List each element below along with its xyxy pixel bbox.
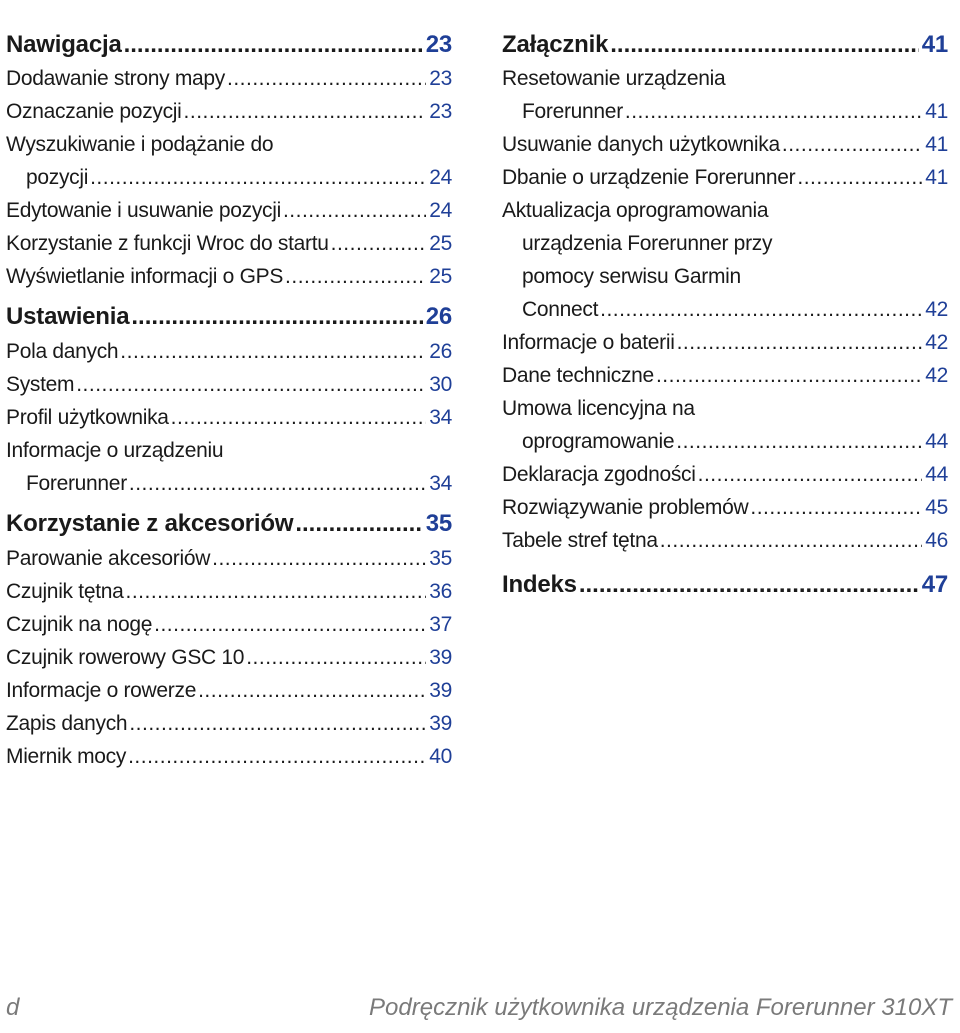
dot-leader: [331, 227, 427, 260]
entry-title: Umowa licencyjna na: [502, 397, 695, 420]
toc-right-column: [502, 28, 948, 603]
entry-first-line: [502, 392, 948, 425]
toc-entry[interactable]: [6, 434, 452, 500]
toc-entry[interactable]: [6, 608, 452, 641]
entry-continuation-line: [502, 227, 948, 260]
toc-entry[interactable]: [6, 641, 452, 674]
entry-title: Dodawanie strony mapy: [6, 67, 225, 90]
toc-entry[interactable]: [6, 575, 452, 608]
dot-leader: [124, 28, 423, 62]
entry-title: Czujnik tętna: [6, 580, 124, 603]
dot-leader: [656, 359, 922, 392]
dot-leader: [283, 194, 426, 227]
footer-document-title: Podręcznik użytkownika urządzenia Forerunner 310XT: [369, 994, 952, 1021]
section-title: Załącznik: [502, 31, 609, 58]
entry-title-continued: oprogramowanie: [522, 430, 675, 453]
entry-page-number[interactable]: 41: [925, 133, 948, 156]
toc-entry[interactable]: [502, 194, 948, 326]
entry-title: Tabele stref tętna: [502, 529, 658, 552]
toc-entry[interactable]: [502, 62, 948, 128]
entry-page-number[interactable]: 34: [429, 406, 452, 429]
dot-leader: [198, 674, 426, 707]
entry-page-number[interactable]: 39: [429, 679, 452, 702]
toc-section-heading[interactable]: [6, 299, 452, 335]
toc-entry[interactable]: [6, 95, 452, 128]
dot-leader: [227, 62, 426, 95]
toc-entry[interactable]: [502, 524, 948, 557]
entry-title-continued: pomocy serwisu Garmin: [522, 265, 741, 288]
dot-leader: [76, 368, 426, 401]
dot-leader: [171, 401, 427, 434]
entry-title-continued: Forerunner: [522, 100, 623, 123]
dot-leader: [600, 293, 922, 326]
toc-entry[interactable]: [6, 335, 452, 368]
dot-leader: [698, 458, 923, 491]
entry-page-number[interactable]: 41: [925, 100, 948, 123]
entry-last-line: [502, 293, 948, 326]
section-page-number[interactable]: 41: [921, 31, 948, 58]
entry-title: Korzystanie z funkcji Wroc do startu: [6, 232, 329, 255]
entry-title: Rozwiązywanie problemów: [502, 496, 749, 519]
entry-page-number[interactable]: 36: [429, 580, 452, 603]
entry-title: Pola danych: [6, 340, 119, 363]
dot-leader: [285, 260, 426, 293]
dot-leader: [184, 95, 427, 128]
dot-leader: [120, 335, 426, 368]
dot-leader: [797, 161, 922, 194]
entry-title: Deklaracja zgodności: [502, 463, 696, 486]
entry-page-number[interactable]: 25: [429, 232, 452, 255]
entry-title: Dane techniczne: [502, 364, 654, 387]
toc-entry[interactable]: [502, 359, 948, 392]
toc-entry[interactable]: [6, 128, 452, 194]
dot-leader: [129, 707, 426, 740]
entry-page-number[interactable]: 35: [429, 547, 452, 570]
section-title: Nawigacja: [6, 31, 122, 58]
entry-title-continued: Connect: [522, 298, 599, 321]
entry-title-continued: Forerunner: [26, 472, 127, 495]
entry-page-number[interactable]: 39: [429, 712, 452, 735]
entry-first-line: [6, 128, 452, 161]
entry-first-line: [6, 434, 452, 467]
entry-page-number[interactable]: 25: [429, 265, 452, 288]
toc-entry[interactable]: [502, 326, 948, 359]
dot-leader: [246, 641, 426, 674]
entry-last-line: [6, 161, 452, 194]
entry-continuation-line: [502, 260, 948, 293]
section-title: Indeks: [502, 571, 577, 598]
entry-page-number[interactable]: 39: [429, 646, 452, 669]
toc-entry[interactable]: [6, 740, 452, 773]
entry-page-number[interactable]: 45: [925, 496, 948, 519]
entry-title: Czujnik rowerowy GSC 10: [6, 646, 245, 669]
entry-title: Edytowanie i usuwanie pozycji: [6, 199, 281, 222]
entry-title: Informacje o baterii: [502, 331, 675, 354]
dot-leader: [676, 425, 922, 458]
dot-leader: [90, 161, 426, 194]
entry-last-line: [502, 95, 948, 128]
entry-page-number[interactable]: 24: [429, 166, 452, 189]
section-page-number[interactable]: 23: [425, 31, 452, 58]
entry-title: Wyświetlanie informacji o GPS: [6, 265, 284, 288]
dot-leader: [660, 524, 923, 557]
entry-page-number[interactable]: 24: [429, 199, 452, 222]
entry-last-line: [502, 425, 948, 458]
entry-title: Informacje o urządzeniu: [6, 439, 224, 462]
entry-last-line: [6, 467, 452, 500]
entry-page-number[interactable]: 40: [429, 745, 452, 768]
footer-page-number: d: [6, 994, 20, 1021]
toc-entry[interactable]: [6, 194, 452, 227]
toc-entry[interactable]: [6, 260, 452, 293]
section-page-number[interactable]: 26: [425, 303, 452, 330]
entry-page-number[interactable]: 44: [925, 463, 948, 486]
dot-leader: [129, 467, 426, 500]
dot-leader: [295, 506, 422, 542]
dot-leader: [782, 128, 922, 161]
toc-entry[interactable]: [502, 128, 948, 161]
entry-title: Usuwanie danych użytkownika: [502, 133, 780, 156]
section-page-number[interactable]: 35: [425, 510, 452, 537]
entry-page-number[interactable]: 23: [429, 100, 452, 123]
entry-page-number[interactable]: 42: [925, 331, 948, 354]
entry-page-number[interactable]: 46: [925, 529, 948, 552]
toc-entry[interactable]: [502, 161, 948, 194]
toc-entry[interactable]: [6, 401, 452, 434]
toc-entry[interactable]: [502, 392, 948, 458]
dot-leader: [677, 326, 923, 359]
section-page-number[interactable]: 47: [921, 571, 948, 598]
entry-title: Aktualizacja oprogramowania: [502, 199, 769, 222]
toc-left-column: [6, 28, 452, 773]
entry-page-number[interactable]: 41: [925, 166, 948, 189]
entry-page-number[interactable]: 44: [925, 430, 948, 453]
dot-leader: [131, 299, 422, 335]
dot-leader: [625, 95, 922, 128]
dot-leader: [128, 740, 426, 773]
entry-title: Zapis danych: [6, 712, 128, 735]
entry-page-number[interactable]: 26: [429, 340, 452, 363]
entry-title: System: [6, 373, 75, 396]
entry-title: Parowanie akcesoriów: [6, 547, 211, 570]
dot-leader: [212, 542, 426, 575]
entry-title: Dbanie o urządzenie Forerunner: [502, 166, 796, 189]
entry-title: Wyszukiwanie i podążanie do: [6, 133, 274, 156]
entry-title: Informacje o rowerze: [6, 679, 197, 702]
dot-leader: [579, 567, 919, 603]
section-title: Ustawienia: [6, 303, 130, 330]
entry-title: Oznaczanie pozycji: [6, 100, 182, 123]
entry-title: Resetowanie urządzenia: [502, 67, 726, 90]
dot-leader: [610, 28, 918, 62]
toc-section-heading[interactable]: [502, 567, 948, 603]
dot-leader: [126, 575, 427, 608]
entry-title: Miernik mocy: [6, 745, 127, 768]
entry-first-line: [502, 62, 948, 95]
page-footer: [0, 994, 960, 1028]
toc-entry[interactable]: [6, 62, 452, 95]
toc-section-heading[interactable]: [6, 506, 452, 542]
toc-section-heading[interactable]: [6, 28, 452, 62]
entry-title-continued: urządzenia Forerunner przy: [522, 232, 773, 255]
entry-title: Profil użytkownika: [6, 406, 169, 429]
entry-page-number[interactable]: 37: [429, 613, 452, 636]
entry-page-number[interactable]: 30: [429, 373, 452, 396]
entry-title-continued: pozycji: [26, 166, 89, 189]
toc-entry[interactable]: [6, 674, 452, 707]
entry-page-number[interactable]: 42: [925, 364, 948, 387]
toc-entry[interactable]: [6, 227, 452, 260]
toc-entry[interactable]: [6, 542, 452, 575]
toc-entry[interactable]: [6, 707, 452, 740]
toc-entry[interactable]: [502, 491, 948, 524]
toc-entry[interactable]: [6, 368, 452, 401]
dot-leader: [750, 491, 922, 524]
entry-first-line: [502, 194, 948, 227]
toc-section-heading[interactable]: [502, 28, 948, 62]
section-title: Korzystanie z akcesoriów: [6, 510, 294, 537]
entry-page-number[interactable]: 42: [925, 298, 948, 321]
entry-page-number[interactable]: 34: [429, 472, 452, 495]
entry-page-number[interactable]: 23: [429, 67, 452, 90]
toc-entry[interactable]: [502, 458, 948, 491]
dot-leader: [154, 608, 426, 641]
entry-title: Czujnik na nogę: [6, 613, 153, 636]
